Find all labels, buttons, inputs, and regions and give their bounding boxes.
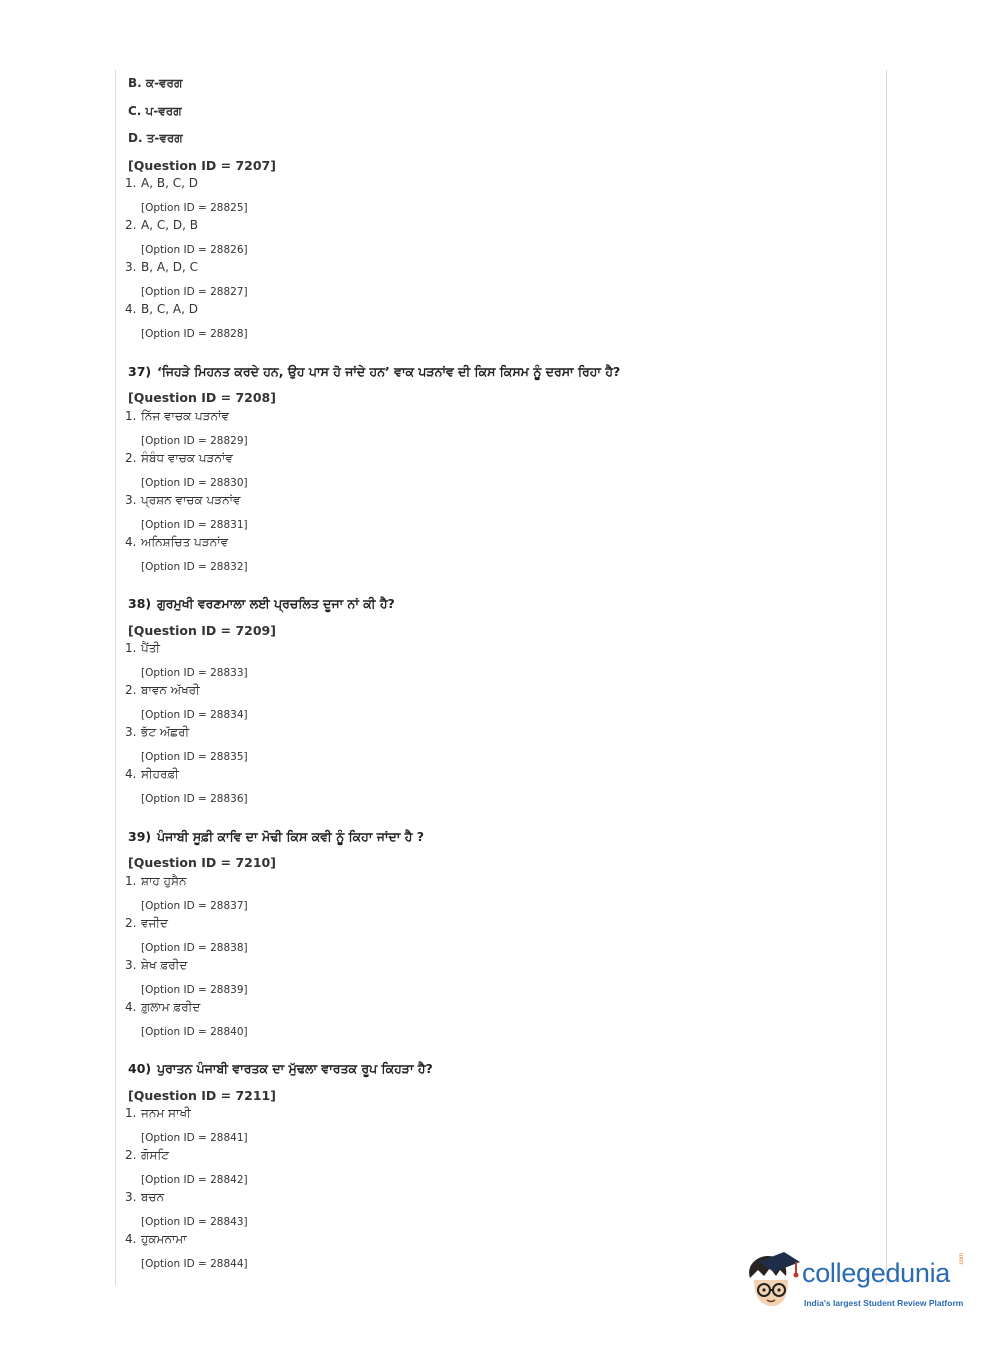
option-number: 1. [125, 409, 137, 423]
option-number: 2. [125, 218, 137, 232]
question-id: [Question ID = 7209] [128, 623, 276, 638]
prev-option-b: B. ਕ-ਵਰਗ [128, 76, 183, 90]
option-number: 2. [125, 1148, 137, 1162]
option-2 [125, 451, 233, 466]
option-text: ਬਚਨ [141, 1190, 165, 1204]
option-number: 4. [125, 767, 137, 781]
option-number: 1. [125, 874, 137, 888]
question-number: 40) [128, 1061, 152, 1076]
option-1 [125, 176, 198, 190]
option-2 [125, 683, 200, 698]
option-id: [Option ID = 28838] [141, 942, 248, 954]
logo-domain-suffix: .com [959, 1252, 965, 1266]
option-id: [Option ID = 28833] [141, 667, 248, 679]
option-number: 2. [125, 916, 137, 930]
question-number: 39) [128, 829, 152, 844]
option-text: A, C, D, B [141, 218, 198, 232]
option-id: [Option ID = 28828] [141, 328, 248, 340]
option-number: 4. [125, 302, 137, 316]
option-id: [Option ID = 28841] [141, 1132, 248, 1144]
question-text: ਪੁਰਾਤਨ ਪੰਜਾਬੀ ਵਾਰਤਕ ਦਾ ਮੁੱਢਲਾ ਵਾਰਤਕ ਰੂਪ ਕਿਹੜਾ ਹੈ? [157, 1061, 433, 1076]
option-text: ਵਜੀਦ [141, 916, 168, 930]
option-2 [125, 916, 168, 931]
option-3 [125, 725, 189, 740]
option-1 [125, 874, 186, 889]
option-3 [125, 493, 241, 508]
question-title [128, 364, 620, 380]
option-2 [125, 218, 198, 232]
question-number: 38) [128, 596, 152, 611]
question-title [128, 596, 395, 612]
option-text: ਜਨਮ ਸਾਖੀ [141, 1106, 191, 1120]
question-id: [Question ID = 7211] [128, 1088, 276, 1103]
option-number: 4. [125, 1232, 137, 1246]
option-id: [Option ID = 28829] [141, 435, 248, 447]
option-id: [Option ID = 28832] [141, 561, 248, 573]
option-number: 3. [125, 493, 137, 507]
option-number: 1. [125, 1106, 137, 1120]
option-number: 2. [125, 451, 137, 465]
option-4 [125, 302, 198, 316]
option-id: [Option ID = 28830] [141, 477, 248, 489]
question-number: 37) [128, 364, 152, 379]
question-text: ‘ਜਿਹੜੇ ਮਿਹਨਤ ਕਰਦੇ ਹਨ, ਉਹ ਪਾਸ ਹੋ ਜਾਂਦੇ ਹਨ’ ਵਾਕ ਪੜਨਾਂਵ ਦੀ ਕਿਸ ਕਿਸਮ ਨੂੰ ਦਰਸਾ ਰਿਹਾ ਹੈ? [157, 364, 621, 379]
option-id: [Option ID = 28842] [141, 1174, 248, 1186]
option-text: ਨਿੱਜ ਵਾਚਕ ਪੜਨਾਂਵ [141, 409, 230, 423]
logo-wordmark: collegedunia [802, 1258, 951, 1288]
option-number: 3. [125, 1190, 137, 1204]
option-id: [Option ID = 28840] [141, 1026, 248, 1038]
option-1 [125, 641, 160, 656]
option-number: 1. [125, 176, 137, 190]
collegedunia-logo[interactable] [740, 1248, 970, 1320]
option-number: 3. [125, 958, 137, 972]
option-text: ਅਨਿਸ਼ਚਿਤ ਪੜਨਾਂਵ [141, 535, 229, 549]
option-id: [Option ID = 28834] [141, 709, 248, 721]
option-id: [Option ID = 28827] [141, 286, 248, 298]
option-text: ਗ਼ੁਲਾਮ ਫ਼ਰੀਦ [141, 1000, 201, 1014]
prev-option-d: D. ਤ-ਵਰਗ [128, 131, 183, 145]
question-title [128, 1061, 433, 1077]
option-text: ਭੱਟ ਅੱਛਰੀ [141, 725, 190, 739]
option-number: 1. [125, 641, 137, 655]
option-id: [Option ID = 28831] [141, 519, 248, 531]
option-4 [125, 767, 179, 782]
option-1 [125, 1106, 191, 1121]
option-text: ਸ਼ਾਹ ਹੁਸੈਨ [141, 874, 187, 888]
option-text: B, C, A, D [141, 302, 198, 316]
option-4 [125, 1232, 187, 1247]
option-id: [Option ID = 28826] [141, 244, 248, 256]
option-id: [Option ID = 28837] [141, 900, 248, 912]
option-text: ਹੁਕਮਨਾਮਾ [141, 1232, 187, 1246]
question-text: ਗੁਰਮੁਖੀ ਵਰਣਮਾਲਾ ਲਈ ਪ੍ਰਚਲਿਤ ਦੂਜਾ ਨਾਂ ਕੀ ਹੈ? [157, 596, 395, 611]
question-id: [Question ID = 7207] [128, 158, 276, 173]
option-3 [125, 260, 198, 274]
question-title [128, 829, 424, 845]
question-id: [Question ID = 7208] [128, 390, 276, 405]
option-number: 4. [125, 535, 137, 549]
option-2 [125, 1148, 169, 1163]
option-text: ਸੰਬੰਧ ਵਾਚਕ ਪੜਨਾਂਵ [141, 451, 233, 465]
option-id: [Option ID = 28843] [141, 1216, 248, 1228]
option-3 [125, 958, 187, 973]
option-number: 3. [125, 260, 137, 274]
prev-option-c: C. ਪ-ਵਰਗ [128, 104, 182, 118]
option-1 [125, 409, 229, 424]
option-4 [125, 535, 228, 550]
option-number: 3. [125, 725, 137, 739]
option-id: [Option ID = 28836] [141, 793, 248, 805]
option-text: ਸੀਹਰਫ਼ੀ [141, 767, 179, 781]
option-id: [Option ID = 28835] [141, 751, 248, 763]
option-number: 2. [125, 683, 137, 697]
option-id: [Option ID = 28839] [141, 984, 248, 996]
option-id: [Option ID = 28844] [141, 1258, 248, 1270]
option-text: ਗੋਸਟਿ [141, 1148, 169, 1162]
option-number: 4. [125, 1000, 137, 1014]
option-text: A, B, C, D [141, 176, 198, 190]
option-text: B, A, D, C [141, 260, 198, 274]
question-text: ਪੰਜਾਬੀ ਸੂਫ਼ੀ ਕਾਵਿ ਦਾ ਮੋਢੀ ਕਿਸ ਕਵੀ ਨੂੰ ਕਿਹਾ ਜਾਂਦਾ ਹੈ ? [157, 829, 424, 844]
option-id: [Option ID = 28825] [141, 202, 248, 214]
option-3 [125, 1190, 164, 1205]
option-text: ਸ਼ੇਖ ਫ਼ਰੀਦ [141, 958, 188, 972]
option-text: ਪ੍ਰਸ਼ਨ ਵਾਚਕ ਪੜਨਾਂਵ [141, 493, 241, 507]
option-4 [125, 1000, 200, 1015]
logo-tagline: India's largest Student Review Platform [804, 1298, 964, 1308]
option-text: ਬਾਵਨ ਅੱਖਰੀ [141, 683, 200, 697]
student-mascot-icon [740, 1248, 804, 1312]
option-text: ਪੈਂਤੀ [141, 641, 161, 655]
question-id: [Question ID = 7210] [128, 855, 276, 870]
